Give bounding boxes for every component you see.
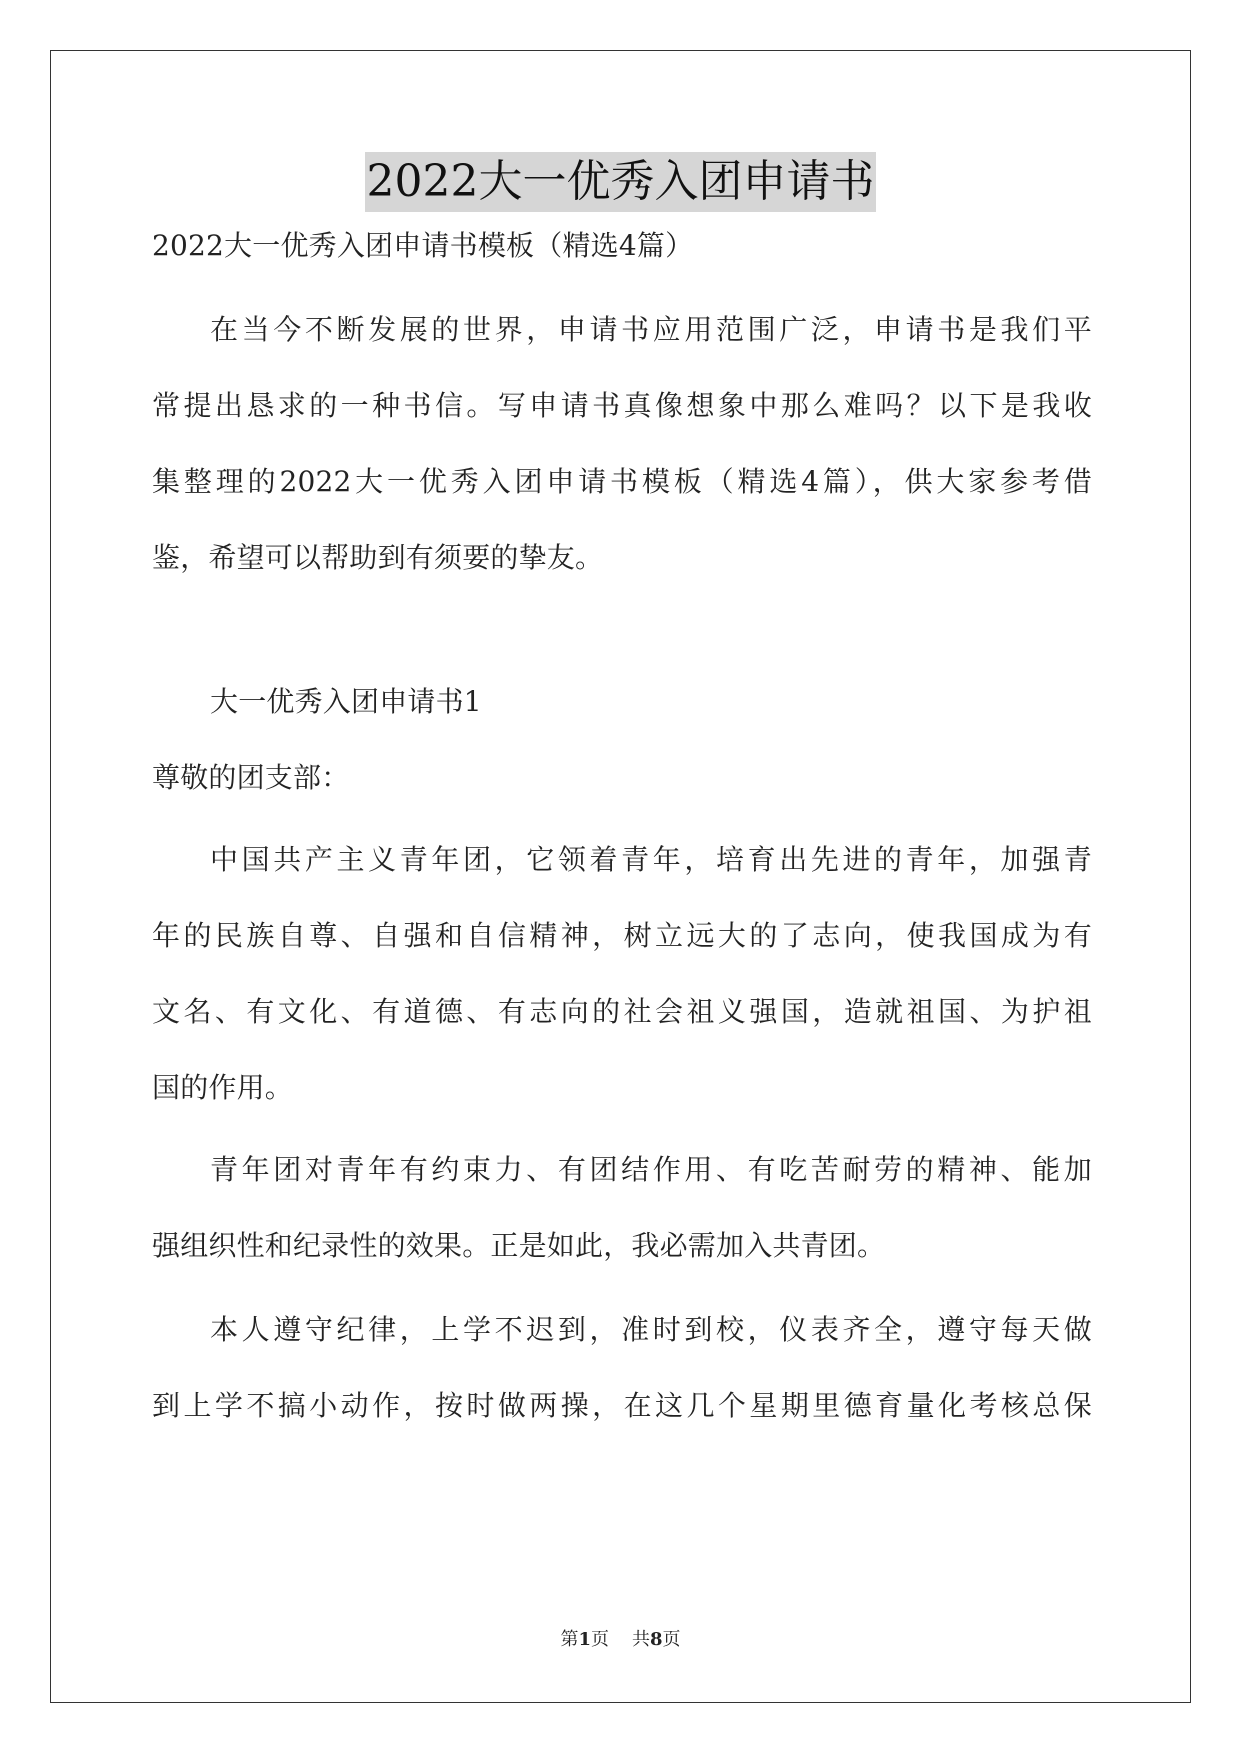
section-heading: 大一优秀入团申请书1: [210, 685, 482, 718]
intro-line: 在当今不断发展的世界，申请书应用范围广泛，申请书是我们平: [210, 313, 1092, 346]
footer-total-prefix: 共: [631, 1629, 650, 1650]
document-subtitle: 2022大一优秀入团申请书模板（精选4篇）: [152, 229, 694, 262]
footer-page-current: 1: [578, 1629, 592, 1650]
document-title: 2022大一优秀入团申请书: [365, 152, 877, 212]
intro-line: 鉴，希望可以帮助到有须要的挚友。: [152, 541, 604, 574]
paragraph-line: 青年团对青年有约束力、有团结作用、有吃苦耐劳的精神、能加: [210, 1153, 1092, 1186]
footer-page-prefix: 第: [560, 1629, 579, 1650]
footer-page-unit: 页: [591, 1629, 610, 1650]
paragraph-line: 国的作用。: [152, 1071, 294, 1104]
paragraph-line: 本人遵守纪律，上学不迟到，准时到校，仪表齐全，遵守每天做: [210, 1313, 1092, 1346]
paragraph-line: 中国共产主义青年团，它领着青年，培育出先进的青年，加强青: [210, 843, 1092, 876]
footer-page-total: 8: [649, 1629, 663, 1650]
footer-total-unit: 页: [662, 1629, 681, 1650]
paragraph-line: 强组织性和纪录性的效果。正是如此，我必需加入共青团。: [152, 1229, 886, 1262]
paragraph-line: 到上学不搞小动作，按时做两操，在这几个星期里德育量化考核总保: [152, 1389, 1092, 1422]
salutation: 尊敬的团支部：: [152, 761, 350, 794]
title-wrap: [0, 152, 1241, 212]
page-footer: [0, 1628, 1241, 1652]
intro-line: 集整理的2022大一优秀入团申请书模板（精选4篇），供大家参考借: [152, 465, 1092, 498]
intro-line: 常提出恳求的一种书信。写申请书真像想象中那么难吗？以下是我收: [152, 389, 1092, 422]
paragraph-line: 文名、有文化、有道德、有志向的社会祖义强国，造就祖国、为护祖: [152, 995, 1092, 1028]
paragraph-line: 年的民族自尊、自强和自信精神，树立远大的了志向，使我国成为有: [152, 919, 1092, 952]
